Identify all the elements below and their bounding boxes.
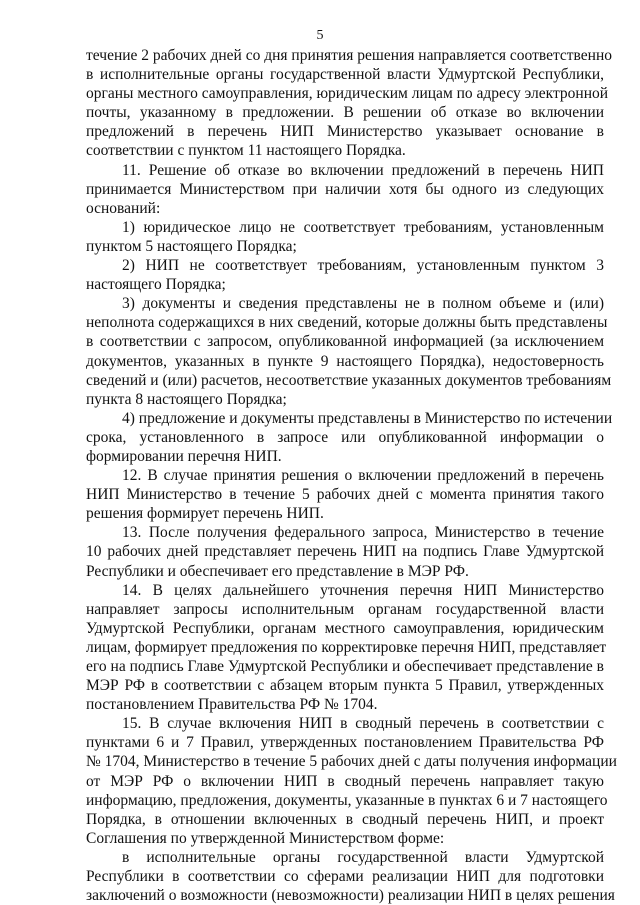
text-line: лицам, формирует предложения по корректировке перечня НИП, представляет <box>86 638 607 656</box>
document-body <box>86 46 617 905</box>
text-line: предложений в перечень НИП Министерство указывает основание в <box>86 123 604 141</box>
text-line: 15. В случае включения НИП в сводный перечень в соответствии с <box>122 715 604 733</box>
text-line: Порядка, в отношении включенных в сводный перечень НИП, и проект <box>86 810 604 828</box>
paragraph-p-14 <box>86 581 607 715</box>
text-line: Удмуртской Республики, органам местного самоуправления, юридическим <box>86 619 604 637</box>
text-line: 2) НИП не соответствует требованиям, установленным пунктом 3 <box>122 257 604 275</box>
paragraph-p-11-1 <box>86 218 604 256</box>
text-line: соответствии с пунктом 11 настоящего Порядка. <box>86 142 406 160</box>
text-line: Республики и обеспечивает его представление в МЭР РФ. <box>86 562 469 580</box>
text-line: в исполнительные органы государственной власти Удмуртской Республики, <box>86 66 604 84</box>
text-line: течение 2 рабочих дней со дня принятия решения направляется соответственно <box>86 47 613 64</box>
text-line: 12. В случае принятия решения о включении предложений в перечень <box>122 467 604 485</box>
text-line: 11. Решение об отказе во включении предложений в перечень НИП <box>122 161 604 179</box>
page-number: 5 <box>316 28 324 43</box>
paragraph-p-11-2 <box>86 256 604 294</box>
text-line: 4) предложение и документы представлены в Министерство по истечении <box>122 409 613 427</box>
paragraph-p-11-4 <box>86 409 613 466</box>
paragraph-p-11 <box>86 161 604 218</box>
text-line: № 1704, Министерство в течение 5 рабочих дней с даты получения информации <box>86 753 617 771</box>
text-line: органы местного самоуправления, юридическим лицам по адресу электронной <box>86 85 609 103</box>
paragraph-p-13 <box>86 523 604 580</box>
text-line: почты, указанному в предложении. В решении об отказе во включении <box>86 104 604 122</box>
text-line: формировании перечня НИП. <box>86 447 282 465</box>
text-line: пунктами 6 и 7 Правил, утвержденных постановлением Правительства РФ <box>86 734 604 752</box>
paragraph-p-15 <box>86 714 617 848</box>
text-line: решения формирует перечень НИП. <box>86 505 324 523</box>
text-line: неполнота содержащихся в них сведений, которые должны быть представлены <box>86 314 608 332</box>
text-line: оснований: <box>86 199 161 217</box>
paragraph-p-11-3 <box>86 294 612 409</box>
paragraph-p-continuation <box>86 46 613 161</box>
paragraph-p-12 <box>86 466 604 523</box>
text-line: в соответствии с запросом, опубликованной информацией (за исключением <box>86 333 604 351</box>
paragraph-p-15-a <box>86 848 615 905</box>
text-line: настоящего Порядка; <box>86 276 226 294</box>
text-line: его на подпись Главе Удмуртской Республики и обеспечивает представление в <box>86 658 604 675</box>
text-line: принимается Министерством при наличии хотя бы одного из следующих <box>86 180 604 198</box>
text-line: пунктом 5 настоящего Порядка; <box>86 237 297 255</box>
text-line: документов, указанных в пункте 9 настоящего Порядка), недостоверность <box>86 352 604 370</box>
text-line: заключений о возможности (невозможности) реализации НИП в целях решения <box>86 887 615 905</box>
text-line: 14. В целях дальнейшего уточнения перечня НИП Министерство <box>122 581 604 599</box>
text-line: направляет запросы исполнительным органам государственной власти <box>86 600 604 618</box>
text-line: НИП Министерство в течение 5 рабочих дней с момента принятия такого <box>86 486 604 504</box>
text-line: 10 рабочих дней представляет перечень НИП на подпись Главе Удмуртской <box>86 543 604 561</box>
text-line: срока, установленного в запросе или опубликованной информации о <box>86 428 604 446</box>
text-line: в исполнительные органы государственной власти Удмуртской <box>122 848 604 866</box>
text-line: от МЭР РФ о включении НИП в сводный перечень направляет такую <box>86 772 604 790</box>
text-line: 13. После получения федерального запроса, Министерство в течение <box>122 524 604 542</box>
text-line: сведений и (или) расчетов, несоответствие указанных документов требованиям <box>86 371 612 389</box>
text-line: Соглашения по утвержденной Министерством форме: <box>86 829 445 847</box>
text-line: МЭР РФ в соответствии с абзацем вторым пункта 5 Правил, утвержденных <box>86 677 604 695</box>
text-line: 3) документы и сведения представлены не в полном объеме и (или) <box>122 295 604 313</box>
text-line: Республики в соответствии со сферами реализации НИП для подготовки <box>86 868 604 886</box>
text-line: пункта 8 настоящего Порядка; <box>86 390 287 408</box>
text-line: постановлением Правительства РФ № 1704. <box>86 696 378 714</box>
text-line: 1) юридическое лицо не соответствует требованиям, установленным <box>122 218 604 236</box>
text-line: информацию, предложения, документы, указанные в пунктах 6 и 7 настоящего <box>86 791 608 809</box>
